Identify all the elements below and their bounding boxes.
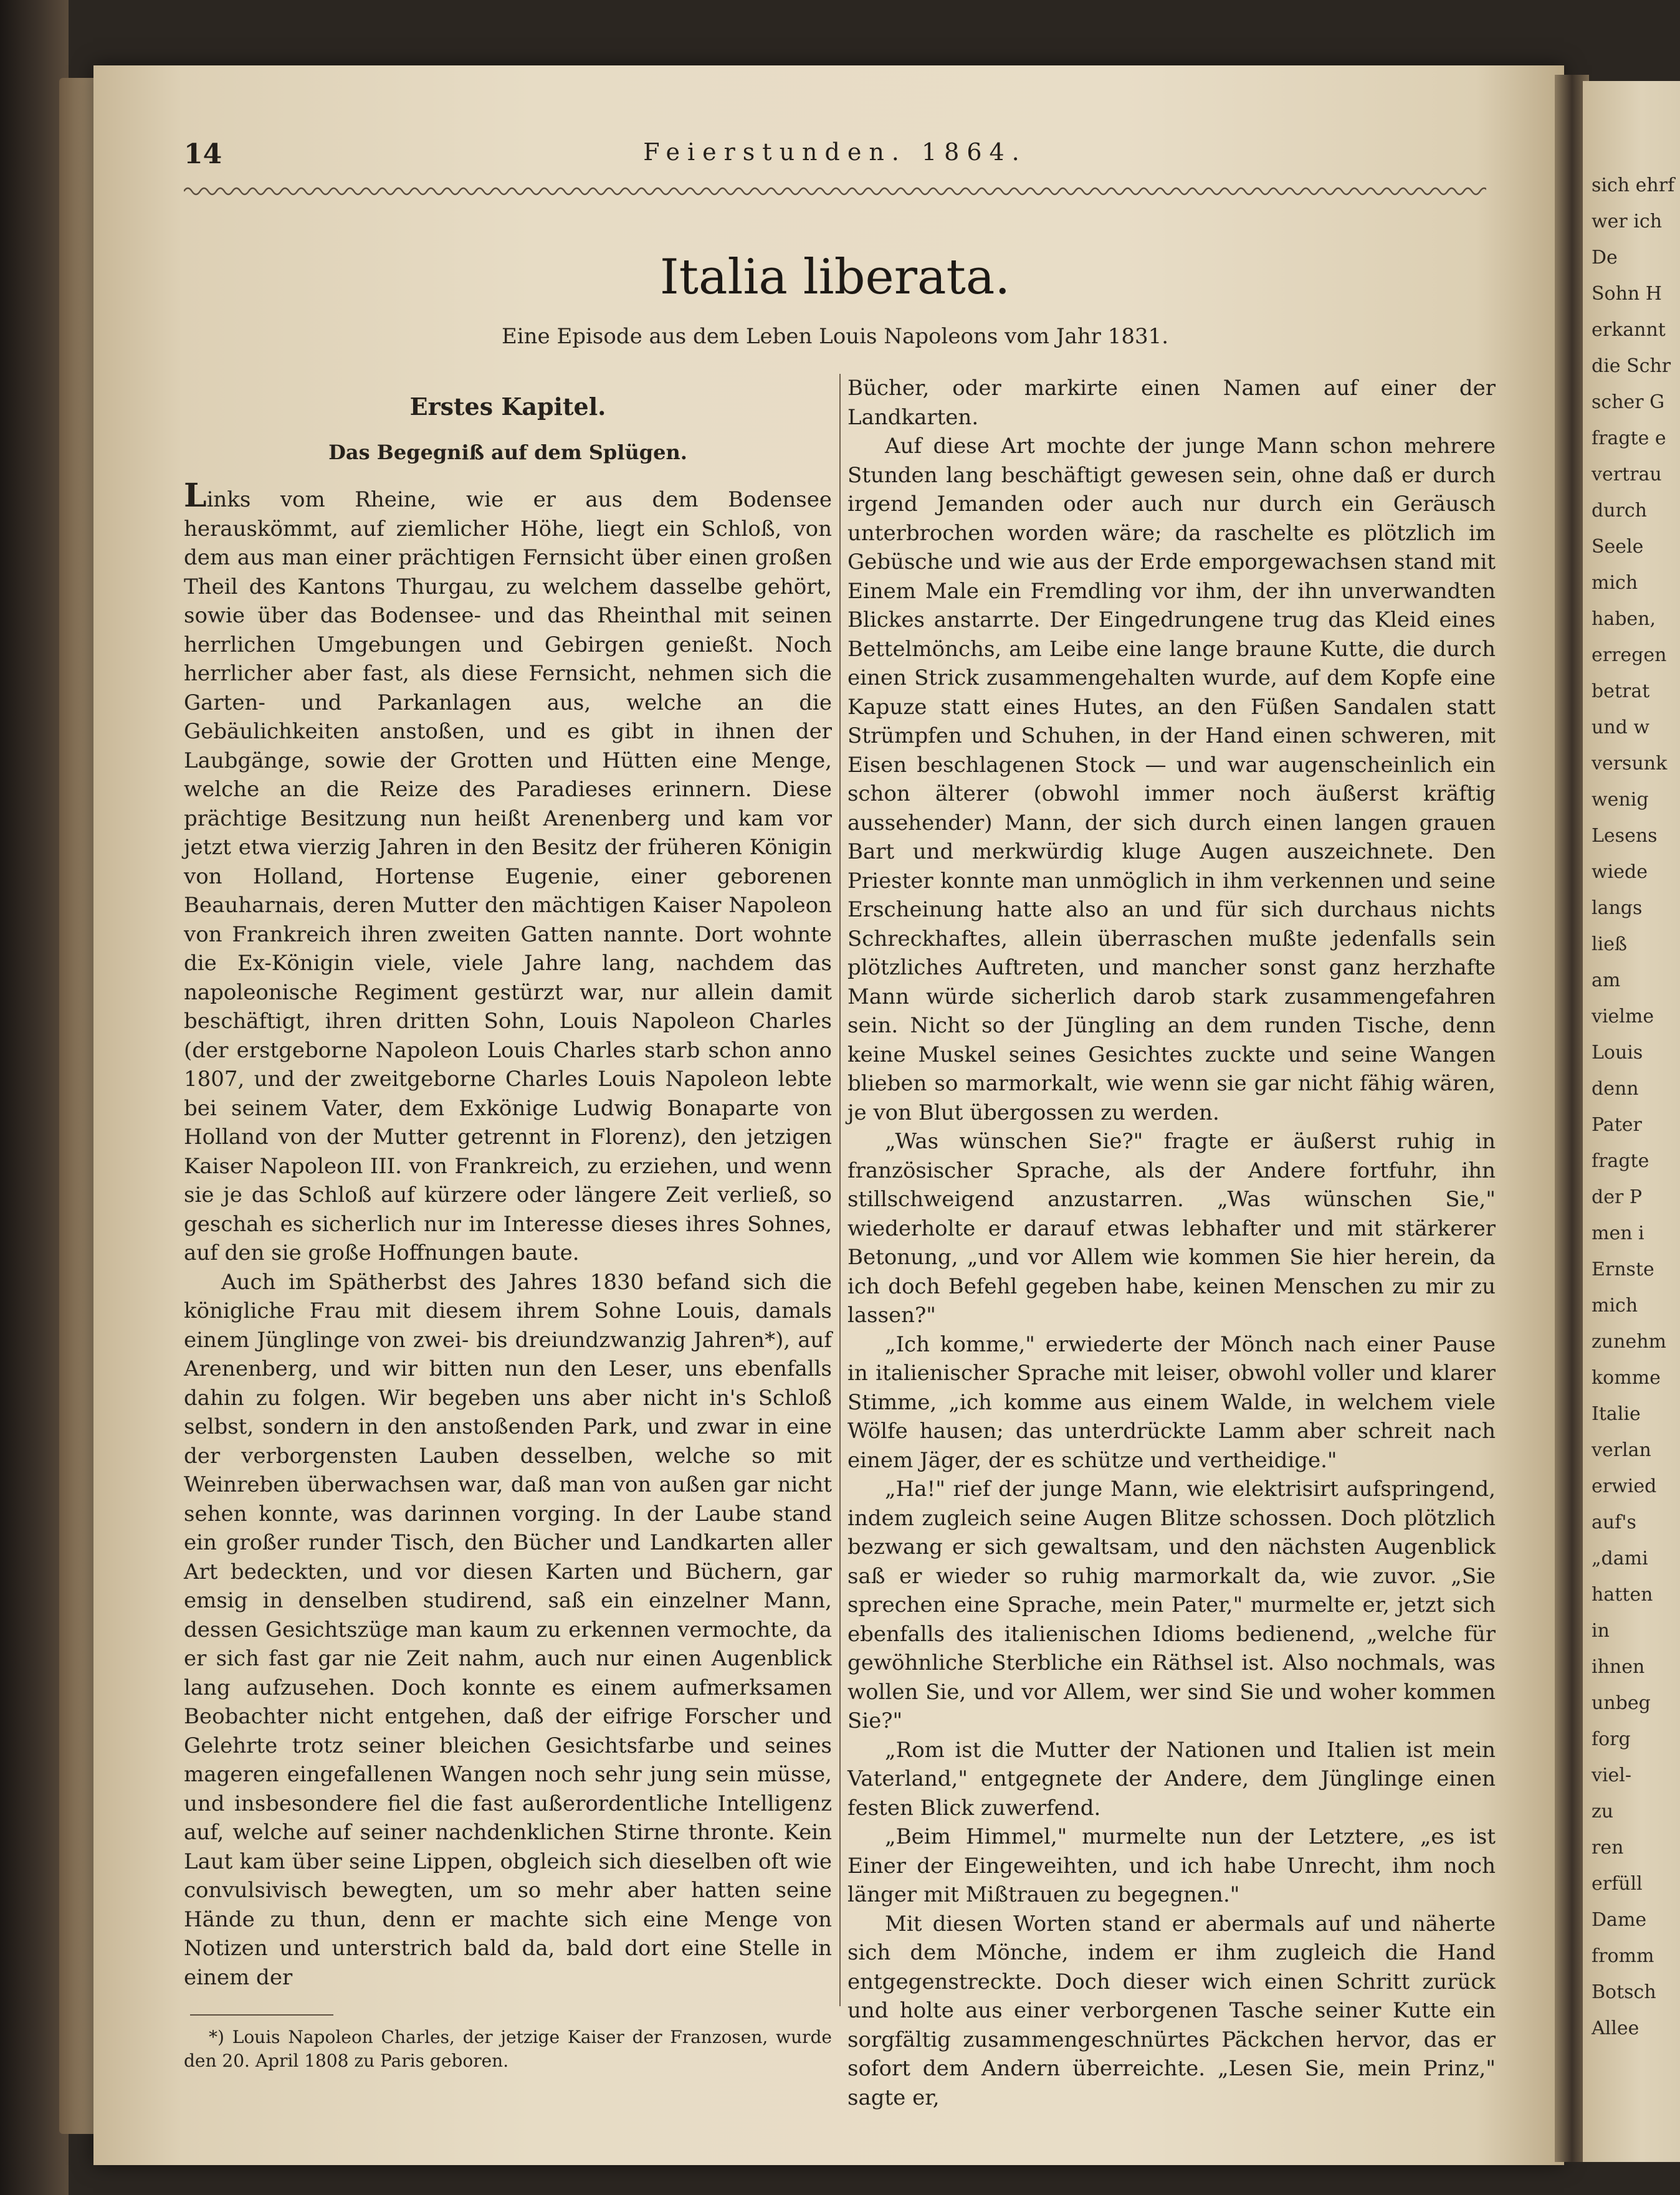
paragraph: Links vom Rheine, wie er aus dem Bodensee herauskömmt, auf ziemlicher Höhe, liegt ein Schloß, von dem aus man einer prächtigen Fernsicht über einen großen Theil des Kantons Thurgau, zu welchem dasselbe gehört, sowie über das Bodensee- und das Rheinthal mit seinen herrlichen Umgebungen und Gebirgen genießt. Noch herrlicher aber fast, als diese Fernsicht, nehmen sich die Garten- und Parkanlagen aus, welche an die Gebäulichkeiten anstoßen, und es gibt in ihnen der Laubgänge, sowie der Grotten und Hütten eine Menge, welche an die Reize des Paradieses erinnern. Diese prächtige Besitzung nun heißt Arenenberg und kam vor jetzt etwa vierzig Jahren in den Besitz der früheren Königin von Holland, Hortense Eugenie, einer geborenen Beauharnais, deren Mutter den mächtigen Kaiser Napoleon von Frankreich ihren zweiten Gatten nannte. Dort wohnte die Ex-Königin viele, viele Jahre lang, nachdem das napoleonische Regiment gestürzt war, nur allein damit beschäftigt, ihren dritten Sohn, Louis Napoleon Charles (der erstgeborne Napoleon Louis Charles starb schon anno 1807, und der zweitgeborne Charles Louis Napoleon lebte bei seinem Vater, dem Exkönige Ludwig Bonaparte von Holland von der Mutter getrennt in Florenz), den jetzigen Kaiser Napoleon III. von Frankreich, zu erziehen, und wenn sie je das Schloß auf kürzere oder längere Zeit verließ, so geschah es sicherlich nur im Interesse dieses ihres Sohnes, auf den sie große Hoffnungen baute. — [184, 477, 832, 1265]
next-page-text-fragment: men i — [1592, 1222, 1644, 1244]
paragraph: „Ha!" rief der junge Mann, wie elektrisirt aufspringend, indem zugleich seine Augen Blitze schossen. Doch plötzlich bezwang er sich gewaltsam, und den nächsten Augenblick saß er wieder so ruhig marmorkalt da, wie zuvor. „Sie sprechen eine Sprache, mein Pater," murmelte er, jetzt sich ebenfalls des italienischen Idioms bedienend, „welche für gewöhnliche Sterbliche ein Räthsel ist. Also nochmals, was wollen Sie, und vor Allem, wer sind Sie und woher kommen Sie?" — [847, 1477, 1496, 1733]
next-page-text-fragment: Sohn H — [1592, 283, 1662, 305]
next-page-text-fragment: wiede — [1592, 861, 1648, 883]
next-page-text-fragment: Lesens — [1592, 825, 1658, 847]
next-page-text-fragment: zu — [1592, 1801, 1614, 1822]
drop-cap: L — [184, 477, 207, 515]
next-page-text-fragment: De — [1592, 247, 1618, 269]
next-page-text-fragment: mich — [1592, 572, 1638, 594]
paragraph: Mit diesen Worten stand er abermals auf und näherte sich dem Mönche, indem er ihm zugleich die Hand entgegenstreckte. Doch dieser wich einen Schritt zurück und holte aus einer verborgenen Tasche seiner Kutte ein sorgfältig zusammengeschnürtes Päckchen hervor, das er sofort dem Andern überreichte. „Lesen Sie, mein Prinz," sagte er, — [847, 1911, 1496, 2110]
next-page-text-fragment: verlan — [1592, 1439, 1651, 1461]
next-page-text-fragment: vertrau — [1592, 464, 1662, 485]
paragraph-continuation: Bücher, oder markirte einen Namen auf einer der Landkarten. — [847, 376, 1496, 430]
next-page-text-fragment: sich ehrf — [1592, 174, 1675, 196]
paragraph: Auf diese Art mochte der junge Mann schon mehrere Stunden lang beschäftigt gewesen sein, ohne daß er durch irgend Jemanden oder auch nur durch ein Geräusch unterbrochen worden wäre; da raschelte es plötzlich im Gebüsche und wie aus der Erde emporgewachsen stand mit Einem Male ein Fremdling vor ihm, der ihn unverwandten Blickes anstarrte. Der Eingedrungene trug das Kleid eines Bettelmönchs, am Leibe eine lange braune Kutte, die durch einen Strick zusammengehalten wurde, auf dem Kopfe eine Kapuze statt eines Hutes, an den Füßen Sandalen statt Strümpfen und Schuhen, in der Hand einen schweren, mit Eisen beschlagenen Stock — und war augenscheinlich ein schon älterer (obwohl immer noch äußerst kräftig aussehender) Mann, der sich durch einen langen grauen Bart und merkwürdig kluge Augen auszeichnete. Den Priester konnte man unmöglich in ihm verkennen und seine Erscheinung hatte also an und für sich durchaus nichts Schreckhaftes, allein überraschen mußte jedenfalls sein plötzliches Auftreten, und mancher sonst ganz herzhafte Mann würde sicherlich darob stark zusammengefahren sein. Nicht so der Jüngling an dem runden Tische, denn keine Muskel seines Gesichtes zuckte und seine Wangen blieben so marmorkalt, wie wenn sie gar nicht fähig wären, je von Blut übergossen zu werden. — [847, 434, 1496, 1125]
next-page-text-fragment: Allee — [1592, 2017, 1639, 2039]
page-content — [134, 125, 1536, 2131]
next-page-text-fragment: langs — [1592, 897, 1643, 919]
footnote: *) Louis Napoleon Charles, der jetzige Kaiser der Franzosen, wurde den 20. April 1808 zu Paris geboren. — [184, 2027, 832, 2071]
next-page-text-fragment: fragte e — [1592, 427, 1666, 449]
next-page-text-fragment: unbeg — [1592, 1692, 1651, 1714]
next-page-text-fragment: Italie — [1592, 1403, 1641, 1425]
column-divider — [839, 374, 841, 2006]
next-page-text-fragment: ihnen — [1592, 1656, 1645, 1678]
paragraph: „Beim Himmel," murmelte nun der Letztere, „es ist Einer der Eingeweihten, und ich habe Unrecht, ihm noch länger mit Mißtrauen zu begegnen." — [847, 1824, 1496, 1907]
next-page-text-fragment: Ernste — [1592, 1259, 1654, 1280]
next-page-text-fragment: viel- — [1592, 1764, 1632, 1786]
next-page-text-fragment: hatten — [1592, 1584, 1653, 1606]
next-page-text-fragment: Seele — [1592, 536, 1644, 558]
page-number: 14 — [184, 138, 222, 170]
chapter-subheading: Das Begegniß auf dem Splügen. — [328, 440, 687, 464]
book-binding-edge — [0, 0, 69, 2195]
paragraph: „Ich komme," erwiederte der Mönch nach einer Pause in italienischer Sprache mit leiser, obwohl voller und klarer Stimme, „ich komme aus einem Walde, in welchem viele Wölfe hausen; das unterdrückte Lamm aber schreit nach einem Jäger, der es schütze und vertheidige." — [847, 1331, 1496, 1473]
next-page-text-fragment: erwied — [1592, 1475, 1657, 1497]
footnote-rule — [190, 2014, 333, 2016]
next-page-text-fragment: zunehm — [1592, 1331, 1666, 1353]
paragraph: „Was wünschen Sie?" fragte er äußerst ruhig in französischer Sprache, als der Andere fortfuhr, ihn stillschweigend anzustarren. „Was wünschen Sie," wiederholte er darauf etwas lebhafter und mit stärkerer Betonung, „und vor Allem wie kommen Sie hier herein, da ich doch Befehl gegeben habe, keinen Menschen zu mir zu lassen?" — [847, 1129, 1496, 1328]
next-page-text-fragment: erregen — [1592, 644, 1667, 666]
next-page-text-fragment: der P — [1592, 1186, 1643, 1208]
next-page-text-fragment: auf's — [1592, 1512, 1636, 1533]
next-page-text-fragment: forg — [1592, 1728, 1631, 1750]
next-page-text-fragment: vielme — [1592, 1006, 1654, 1027]
next-page-text-fragment: wenig — [1592, 789, 1649, 811]
chapter-heading: Erstes Kapitel. — [409, 393, 606, 421]
next-page-text-fragment: betrat — [1592, 680, 1650, 702]
article-subtitle: Eine Episode aus dem Leben Louis Napoleons vom Jahr 1831. — [501, 324, 1169, 349]
next-page-text-fragment: wer ich — [1592, 211, 1663, 232]
next-page-text-fragment: in — [1592, 1620, 1610, 1642]
next-page-text-fragment: erfüll — [1592, 1873, 1643, 1895]
next-page-text-fragment: fragte — [1592, 1150, 1649, 1172]
next-page-text-fragment: ren — [1592, 1837, 1624, 1859]
next-page-text-fragment: haben, — [1592, 608, 1656, 630]
next-page-text-fragment: durch — [1592, 500, 1647, 521]
header-wavy-rule — [184, 184, 1486, 199]
next-page-text-fragment: fromm — [1592, 1945, 1654, 1967]
next-page-text-fragment: komme — [1592, 1367, 1661, 1389]
paragraph: Auch im Spätherbst des Jahres 1830 befand sich die königliche Frau mit diesem ihrem Sohne Louis, damals einem Jünglinge von zwei- bis dreiundzwanzig Jahren*), auf Arenenberg, und wir bitten nun den Leser, uns ebenfalls dahin zu folgen. Wir begeben uns aber nicht in's Schloß selbst, sondern in den anstoßenden Park, und zwar in eine der verborgensten Lauben desselben, welche so mit Weinreben überwachsen war, daß man von außen gar nicht sehen konnte, was darinnen vorging. In der Laube stand ein großer runder Tisch, den Bücher und Landkarten aller Art bedeckten, und vor diesen Karten und Büchern, gar emsig in denselben studirend, saß ein einzelner Mann, dessen Gesichtszüge man kaum zu erkennen vermochte, da er sich fast gar nie Zeit nahm, auch nur einen Augenblick lang aufzusehen. Doch konnte es einem aufmerksamen Beobachter nicht entgehen, daß der eifrige Forscher und Gelehrte trotz seiner bleichen Gesichtsfarbe und seines mageren eingefallenen Wangen noch sehr jung sein müsse, und insbesondere fiel die fast außerordentliche Intelligenz auf, welche auf seiner nachdenklichen Stirne thronte. Kein Laut kam über seine Lippen, obgleich sich dieselben oft wie convulsivisch bewegten, um so mehr aber hatten seine Hände zu thun, denn er machte sich eine Menge von Notizen und unterstrich bald da, bald dort eine Stelle in einem der — [184, 1269, 832, 1990]
next-page-text-fragment: denn — [1592, 1078, 1639, 1100]
next-page-text-fragment: „dami — [1592, 1548, 1648, 1569]
paragraph: „Rom ist die Mutter der Nationen und Italien ist mein Vaterland," entgegnete der Andere, dem Jünglinge einen festen Blick zuwerfend. — [847, 1737, 1496, 1821]
next-page-text-fragment: am — [1592, 969, 1621, 991]
next-page-text-fragment: erkannt — [1592, 319, 1666, 341]
next-page-text-fragment: Louis — [1592, 1042, 1643, 1064]
next-page-text-fragment: versunk — [1592, 753, 1668, 774]
next-page-text-fragment: ließ — [1592, 933, 1627, 955]
article-title: Italia liberata. — [659, 249, 1011, 305]
next-page-edge — [1583, 81, 1680, 2162]
left-column — [184, 374, 832, 2073]
next-page-text-fragment: Pater — [1592, 1114, 1642, 1136]
next-page-text-fragment: mich — [1592, 1295, 1638, 1317]
next-page-text-fragment: scher G — [1592, 391, 1665, 413]
right-column — [847, 374, 1496, 2112]
next-page-text-fragment: Botsch — [1592, 1981, 1656, 2003]
next-page-text-fragment: die Schr — [1592, 355, 1671, 377]
next-page-text-fragment: und w — [1592, 717, 1650, 738]
next-page-text-fragment: Dame — [1592, 1909, 1647, 1931]
running-head: Feierstunden. 1864. — [643, 138, 1027, 166]
